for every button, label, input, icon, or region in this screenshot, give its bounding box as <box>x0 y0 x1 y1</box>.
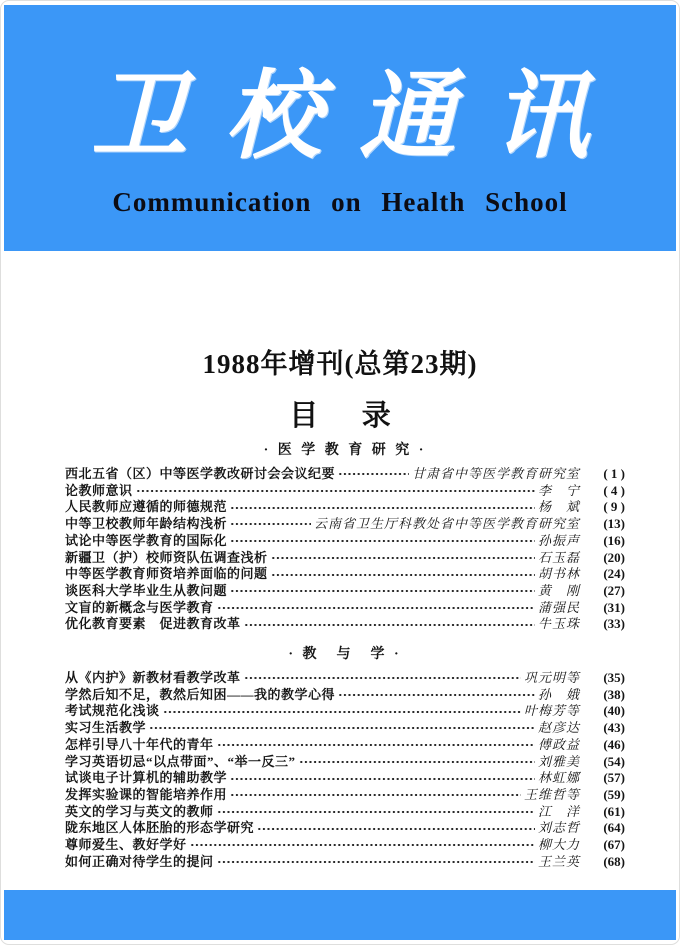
dot-leader <box>230 502 535 514</box>
toc-entry <box>65 600 625 617</box>
toc-entry-author: 甘肃省中等医学教育研究室 <box>411 466 580 481</box>
dot-leader <box>338 689 535 701</box>
toc-entry-author: 石玉磊 <box>537 549 580 565</box>
toc-entry-page: (57) <box>603 770 625 786</box>
toc-entry-title: 英文的学习与英文的教师 <box>65 803 214 819</box>
toc-entry-title: 试论中等医学教育的国际化 <box>65 532 228 548</box>
toc-entry-title: 新疆卫（护）校师资队伍调查浅析 <box>65 549 268 565</box>
toc-entry <box>65 616 625 633</box>
dot-leader <box>257 823 535 835</box>
toc-entry-page: (40) <box>603 703 625 719</box>
toc-entry-page: (31) <box>603 599 625 615</box>
toc-entry-author: 李 宁 <box>537 482 580 498</box>
dot-leader <box>190 839 535 851</box>
masthead-subtitle: Communication on Health School <box>112 187 568 217</box>
toc-heading: 目 录 <box>289 400 391 432</box>
toc-entry-page: (54) <box>603 753 625 769</box>
toc-entry-author: 林虹娜 <box>537 770 580 786</box>
toc-entry-title: 文盲的新概念与医学教育 <box>65 599 214 615</box>
dot-leader <box>149 722 535 734</box>
toc-entry-author: 杨 斌 <box>537 499 580 515</box>
dot-leader <box>163 706 521 718</box>
toc-entry-author: 牛玉珠 <box>537 616 580 632</box>
dot-leader <box>271 569 535 581</box>
toc-entry <box>65 533 625 550</box>
toc-entry-title: 试谈电子计算机的辅助教学 <box>65 770 228 786</box>
toc-entry-author: 黄 刚 <box>537 582 580 598</box>
toc-entry-title: 优化教育要素 促进教育改革 <box>65 616 241 632</box>
toc-entry-author: 刘雅美 <box>537 753 580 769</box>
toc-entry-author: 江 洋 <box>537 803 580 819</box>
toc-entry-author: 刘志哲 <box>537 820 580 836</box>
toc <box>65 439 625 870</box>
dot-leader <box>217 602 535 614</box>
toc-entry-author: 赵彦达 <box>537 720 580 736</box>
toc-entry-author: 柳大力 <box>537 837 580 853</box>
toc-entry <box>65 550 625 567</box>
toc-entry <box>65 837 625 854</box>
toc-entry-page: (20) <box>603 549 625 565</box>
toc-entry-title: 人民教师应遵循的师德规范 <box>65 499 228 515</box>
toc-entry-page: (38) <box>603 686 625 702</box>
toc-section-label: · 医 学 教 育 研 究 · <box>263 443 427 458</box>
toc-entry <box>65 703 625 720</box>
toc-entry-title: 尊师爱生、教好学好 <box>65 837 187 853</box>
toc-entry-author: 蒲强民 <box>537 599 580 615</box>
toc-entry <box>65 583 625 600</box>
toc-entry <box>65 720 625 737</box>
toc-entry-page: (27) <box>603 582 625 598</box>
dot-leader <box>217 856 535 868</box>
toc-entry-page: (61) <box>603 803 625 819</box>
toc-entry-author: 傅政益 <box>537 736 580 752</box>
toc-entry-author: 巩元明等 <box>523 670 580 686</box>
toc-entry-title: 学然后知不足，教然后知困——我的教学心得 <box>65 686 336 702</box>
toc-entry <box>65 804 625 821</box>
toc-entry <box>65 516 625 533</box>
toc-entry <box>65 466 625 483</box>
toc-entry-title: 论教师意识 <box>65 482 133 498</box>
toc-entry-author: 叶梅芳等 <box>523 703 580 719</box>
dot-leader <box>230 518 311 530</box>
toc-entry <box>65 854 625 871</box>
toc-entry <box>65 787 625 804</box>
dot-leader <box>217 739 535 751</box>
toc-entry-title: 怎样引导八十年代的青年 <box>65 736 214 752</box>
toc-entry-page: (35) <box>603 670 625 686</box>
dot-leader <box>230 535 535 547</box>
toc-entry-page: ( 9 ) <box>603 499 625 515</box>
toc-entry <box>65 737 625 754</box>
dot-leader <box>136 485 535 497</box>
toc-entry-page: ( 1 ) <box>603 466 625 481</box>
toc-entry-title: 中等医学教育师资培养面临的问题 <box>65 566 268 582</box>
toc-entry-title: 实习生活教学 <box>65 720 147 736</box>
toc-entry-title: 从《内护》新教材看教学改革 <box>65 670 241 686</box>
toc-entry-page: (16) <box>603 532 625 548</box>
toc-entry-title: 西北五省（区）中等医学教改研讨会会议纪要 <box>65 466 336 481</box>
toc-entry <box>65 499 625 516</box>
dot-leader <box>271 552 535 564</box>
dot-leader <box>230 789 521 801</box>
toc-entry-title: 如何正确对待学生的提问 <box>65 853 214 869</box>
issue-title: 1988年增刊(总第23期) <box>202 349 478 379</box>
toc-entry-page: (59) <box>603 786 625 802</box>
dot-leader <box>244 672 521 684</box>
toc-entry-page: (67) <box>603 837 625 853</box>
toc-section-label: · 教 与 学 · <box>288 647 402 663</box>
toc-entry <box>65 770 625 787</box>
toc-entry-author: 孙 娥 <box>537 686 580 702</box>
toc-entry-page: (46) <box>603 736 625 752</box>
toc-entry-author: 王维哲等 <box>523 786 580 802</box>
toc-entry-title: 陇东地区人体胚胎的形态学研究 <box>65 820 255 836</box>
toc-entry-title: 谈医科大学毕业生从教问题 <box>65 582 228 598</box>
toc-entry <box>65 566 625 583</box>
toc-entry <box>65 820 625 837</box>
toc-entry-title: 中等卫校教师年龄结构浅析 <box>65 516 228 532</box>
toc-entry-author: 胡书林 <box>537 566 580 582</box>
toc-entry <box>65 754 625 771</box>
toc-entry-page: (64) <box>603 820 625 836</box>
toc-entry-page: (13) <box>603 516 625 532</box>
toc-entry-page: (33) <box>603 616 625 632</box>
toc-entry-author: 云南省卫生厅科教处省中等医学教育研究室 <box>313 516 580 532</box>
dot-leader <box>244 619 535 631</box>
toc-entry <box>65 687 625 704</box>
toc-entry-author: 王兰英 <box>537 853 580 869</box>
toc-entry-title: 考试规范化浅谈 <box>65 703 160 719</box>
footer-banner <box>4 890 676 940</box>
toc-section <box>65 643 625 870</box>
toc-entry <box>65 670 625 687</box>
toc-entry-author: 孙振声 <box>537 532 580 548</box>
toc-entry-title: 学习英语切忌“以点带面”、“举一反三” <box>65 753 296 769</box>
dot-leader <box>217 806 535 818</box>
toc-entry-page: (68) <box>603 853 625 869</box>
toc-entry-title: 发挥实验课的智能培养作用 <box>65 786 228 802</box>
dot-leader <box>338 468 409 480</box>
masthead-banner <box>4 5 676 251</box>
dot-leader <box>230 773 535 785</box>
toc-section <box>65 439 625 633</box>
dot-leader <box>230 585 535 597</box>
toc-entry-page: (24) <box>603 566 625 582</box>
masthead-title: 卫校通讯 <box>91 62 627 170</box>
dot-leader <box>299 756 535 768</box>
toc-entry-page: ( 4 ) <box>603 482 625 498</box>
toc-entry <box>65 483 625 500</box>
toc-entry-page: (43) <box>603 720 625 736</box>
